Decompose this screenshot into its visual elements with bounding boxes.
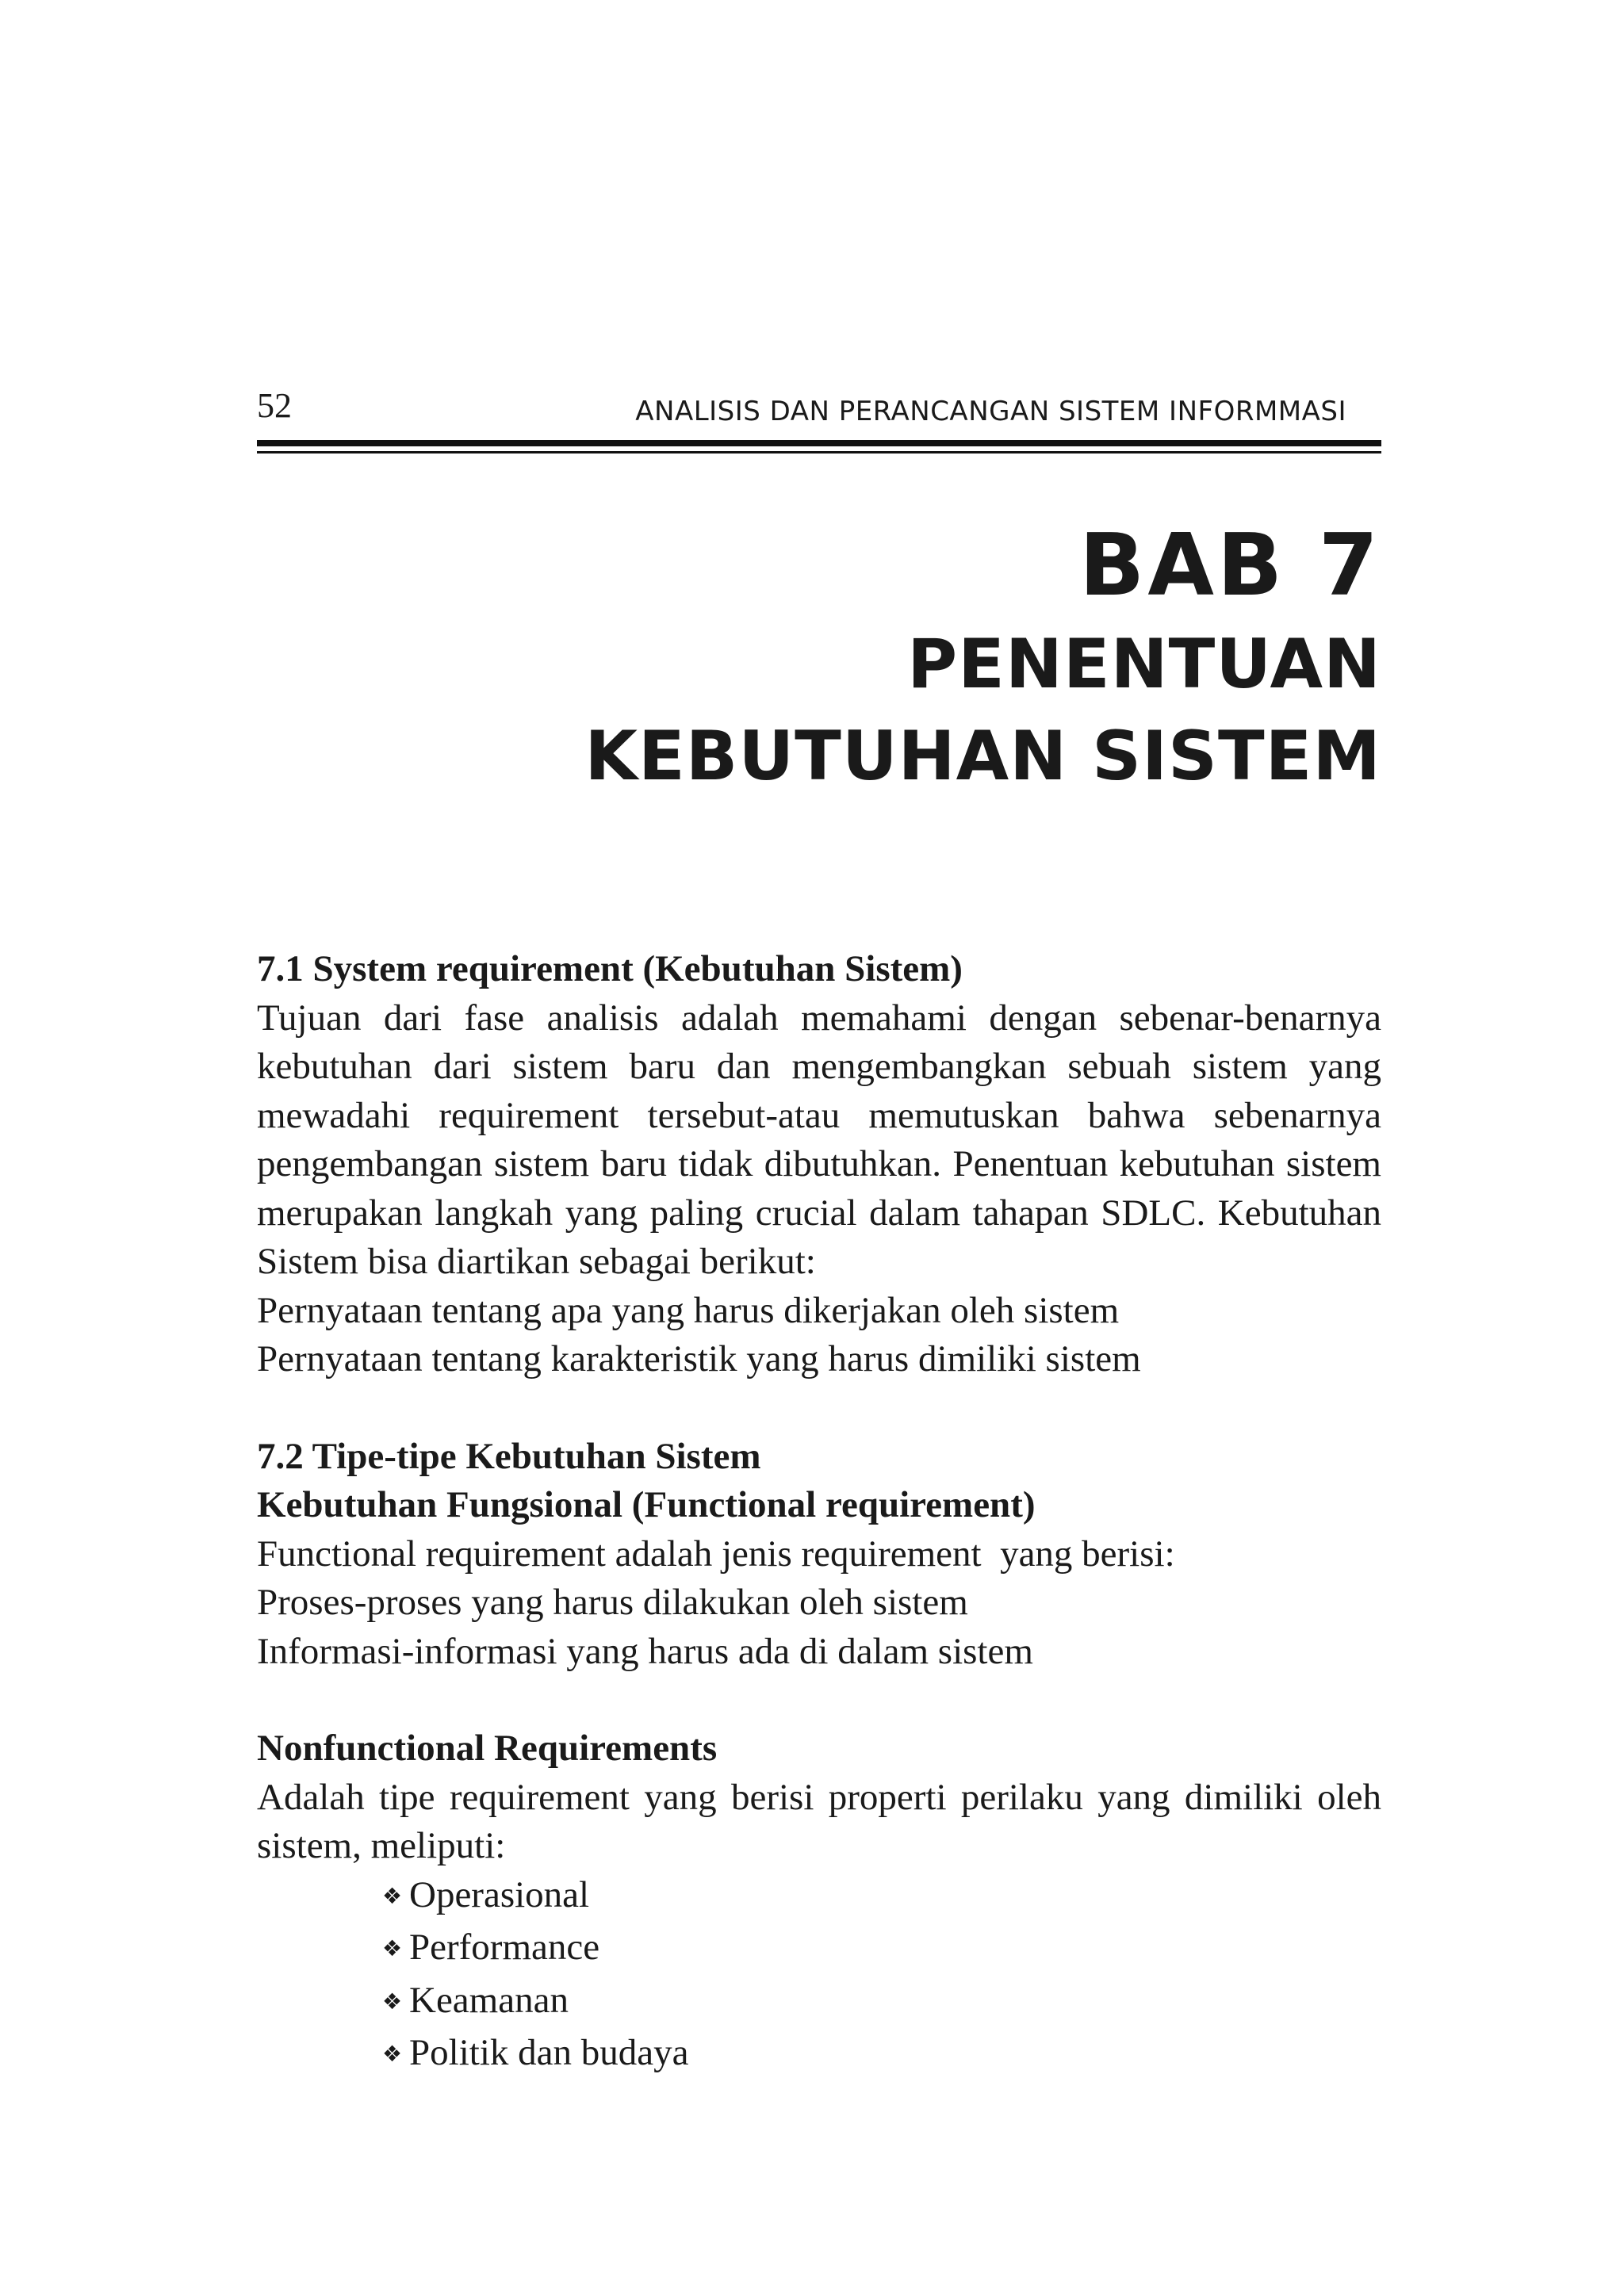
running-title: ANALISIS DAN PERANCANGAN SISTEM INFORMMASI — [635, 396, 1346, 427]
functional-requirement-subheading: Kebutuhan Fungsional (Functional requirement) — [257, 1484, 1036, 1525]
chapter-label: BAB 7 — [1079, 516, 1381, 615]
diamond-bullet-icon: ❖ — [382, 1988, 403, 2015]
section-7-1-paragraph: Tujuan dari fase analisis adalah memahami dengan sebenar-benarnya kebutuhan dari sistem baru dan mengembangkan sebuah sistem yang mewadahi requirement tersebut-atau memutuskan bahwa sebenarnya pengembangan sistem baru tidak dibutuhkan. Penentuan kebutuhan sistem merupakan langkah yang paling crucial dalam tahapan SDLC. Kebutuhan Sistem bisa diartikan sebagai berikut: — [257, 997, 1381, 1282]
requirement-statement-line: Pernyataan tentang karakteristik yang harus dimiliki sistem — [257, 1338, 1141, 1380]
page-number: 52 — [257, 386, 292, 425]
header-rule-thick — [257, 440, 1381, 446]
requirement-statement-line: Pernyataan tentang apa yang harus dikerjakan oleh sistem — [257, 1289, 1120, 1331]
paragraph-gap — [257, 1384, 1381, 1433]
section-heading-7-1: 7.1 System requirement (Kebutuhan Sistem) — [257, 948, 963, 989]
running-header — [257, 379, 1381, 428]
functional-requirement-intro: Functional requirement adalah jenis requirement yang berisi: — [257, 1533, 1175, 1575]
book-page — [257, 0, 1381, 2296]
functional-requirement-line: Proses-proses yang harus dilakukan oleh sistem — [257, 1582, 968, 1623]
diamond-bullet-icon: ❖ — [382, 1935, 403, 1961]
functional-requirement-line: Informasi-informasi yang harus ada di dalam sistem — [257, 1630, 1033, 1672]
chapter-content — [257, 945, 1381, 2082]
list-item — [382, 1976, 1381, 2030]
list-item-label: Politik dan budaya — [409, 2032, 689, 2073]
header-rule-thin — [257, 451, 1381, 453]
list-item — [382, 2029, 1381, 2082]
list-item-label: Keamanan — [409, 1979, 569, 2021]
list-item — [382, 1923, 1381, 1976]
nonfunctional-requirements-heading: Nonfunctional Requirements — [257, 1728, 718, 1769]
chapter-title: PENENTUAN KEBUTUHAN SISTEM — [584, 625, 1381, 796]
nonfunctional-requirements-paragraph: Adalah tipe requirement yang berisi properti perilaku yang dimiliki oleh sistem, meliputi: — [257, 1776, 1381, 1866]
diamond-bullet-icon: ❖ — [382, 1882, 403, 1909]
nonfunctional-requirements-list — [257, 1871, 1381, 2082]
section-heading-7-2: 7.2 Tipe-tipe Kebutuhan Sistem — [257, 1435, 761, 1477]
list-item-label: Performance — [409, 1927, 600, 1968]
diamond-bullet-icon: ❖ — [382, 2041, 403, 2067]
list-item — [382, 1871, 1381, 1924]
list-item-label: Operasional — [409, 1873, 590, 1915]
paragraph-gap — [257, 1676, 1381, 1724]
